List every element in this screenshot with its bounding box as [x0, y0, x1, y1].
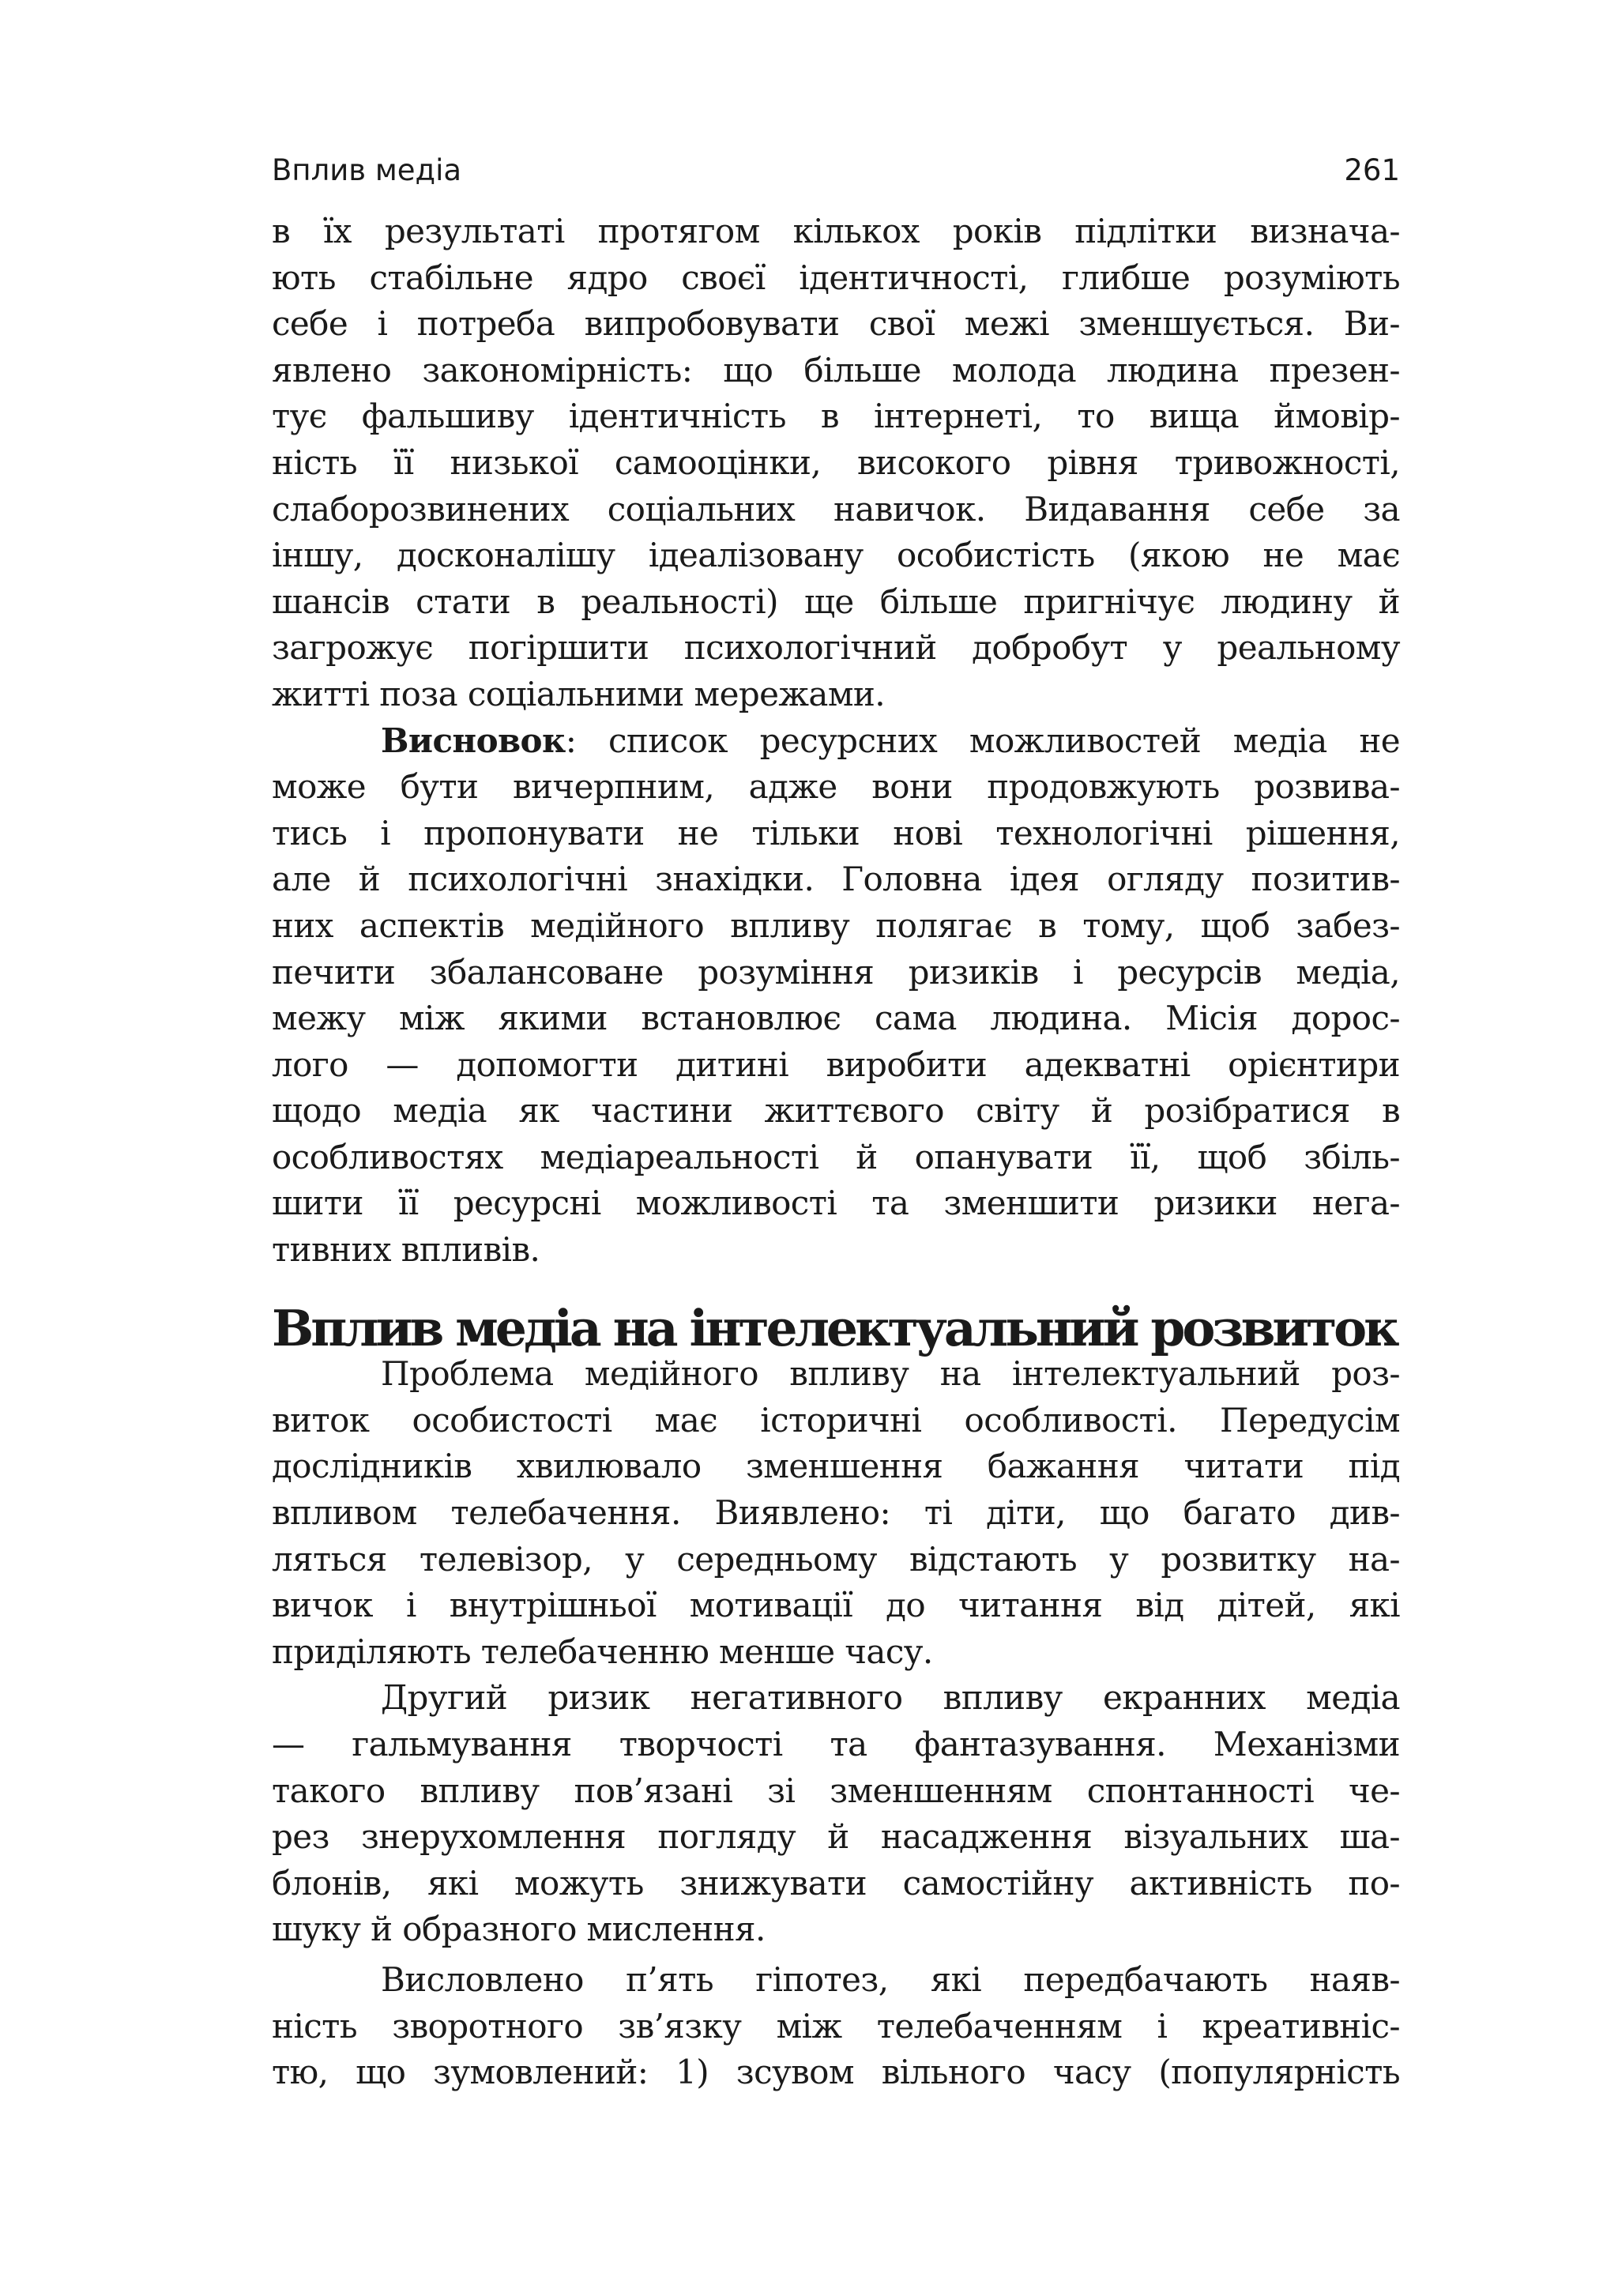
text-line: ність її низької самооцінки, високого рівня тривожності, — [272, 442, 1400, 482]
text-line: впливом телебачення. Виявлено: ті діти, що багато див- — [272, 1493, 1400, 1533]
text-line: тує фальшиву ідентичність в інтернеті, то вища ймовір- — [272, 397, 1400, 436]
text-line: житті поза соціальними мережами. — [272, 674, 886, 713]
conclusion-first-line: : список ресурсних можливостей медіа не — [565, 721, 1400, 760]
running-head — [272, 150, 1400, 191]
text-line: — гальмування творчості та фантазування. Механізми — [272, 1725, 1400, 1763]
paragraph-continued — [272, 209, 1400, 718]
paragraph — [272, 1675, 1400, 1953]
text-line: Проблема медійного впливу на інтелектуальний роз- — [381, 1354, 1400, 1394]
text-line: Другий ризик негативного впливу екранних медіа — [381, 1678, 1400, 1718]
text-line: ність зворотного зв’язку між телебаченням і креативніс- — [272, 2006, 1400, 2046]
running-head-title: Вплив медіа — [272, 153, 462, 187]
text-line: тю, що зумовлений: 1) зсувом вільного часу (популярність — [272, 2053, 1400, 2092]
text-line: може бути вичерпним, адже вони продовжують розвива- — [272, 767, 1400, 807]
text-line: в їх результаті протягом кількох років підлітки визнача- — [272, 212, 1400, 250]
text-line: загрожує погіршити психологічний добробут у реальному — [272, 628, 1400, 668]
conclusion-label: Висновок — [381, 721, 566, 760]
text-line: тись і пропонувати не тільки нові технологічні рішення, — [272, 813, 1400, 853]
text-line: щодо медіа як частини життєвого світу й розібратися в — [272, 1091, 1400, 1131]
text-line: рез знерухомлення погляду й насадження візуальних ша- — [272, 1817, 1400, 1857]
text-line: дослідників хвилювало зменшення бажання читати під — [272, 1447, 1400, 1486]
text-line: блонів, які можуть знижувати самостійну активність по- — [272, 1863, 1400, 1903]
page-number: 261 — [1344, 153, 1400, 187]
text-line: іншу, досконалішу ідеалізовану особистість (якою не має — [272, 536, 1400, 575]
text-line: ють стабільне ядро своєї ідентичності, глибше розуміють — [272, 258, 1400, 297]
text-line: них аспектів медійного впливу полягає в тому, щоб забез- — [272, 905, 1400, 945]
text-line: приділяють телебаченню менше часу. — [272, 1632, 933, 1671]
text-line: Висловлено п’ять гіпотез, які передбачають наяв- — [381, 1959, 1400, 1999]
text-line: межу між якими встановлює сама людина. Місія дорос- — [272, 999, 1400, 1038]
text-line: себе і потреба випробовувати свої межі зменшується. Ви- — [272, 304, 1400, 344]
text-line: печити збалансоване розуміння ризиків і ресурсів медіа, — [272, 952, 1400, 992]
text-line: шансів стати в реальності) ще більше пригнічує людину й — [272, 582, 1400, 621]
text-line: шуку й образного мислення. — [272, 1910, 766, 1949]
text-line: особливостях медіареальності й опанувати її, щоб збіль- — [272, 1137, 1400, 1176]
text-line: тивних впливів. — [272, 1230, 540, 1270]
text-line: шити її ресурсні можливості та зменшити ризики нега- — [272, 1184, 1400, 1223]
body-text — [272, 209, 1400, 2096]
text-line: але й психологічні знахідки. Головна ідея огляду позитив- — [272, 860, 1400, 899]
paragraph — [272, 1957, 1400, 2096]
text-line: явлено закономірність: що більше молода людина презен- — [272, 350, 1400, 390]
paragraph — [272, 1351, 1400, 1675]
text-line — [272, 718, 1400, 765]
text-line: виток особистості має історичні особливості. Передусім — [272, 1400, 1400, 1440]
text-line: лого — допомогти дитині виробити адекватні орієнтири — [272, 1044, 1400, 1084]
text-line: слаборозвинених соціальних навичок. Видавання себе за — [272, 489, 1400, 529]
section-heading: Вплив медіа на інтелектуальний розвиток — [272, 1298, 1397, 1357]
text-line: вичок і внутрішньої мотивації до читання від дітей, які — [272, 1586, 1400, 1625]
conclusion-paragraph — [272, 718, 1400, 1274]
text-line: такого впливу пов’язані зі зменшенням спонтанності че- — [272, 1771, 1400, 1810]
text-line: ляться телевізор, у середньому відстають у розвитку на- — [272, 1539, 1400, 1579]
